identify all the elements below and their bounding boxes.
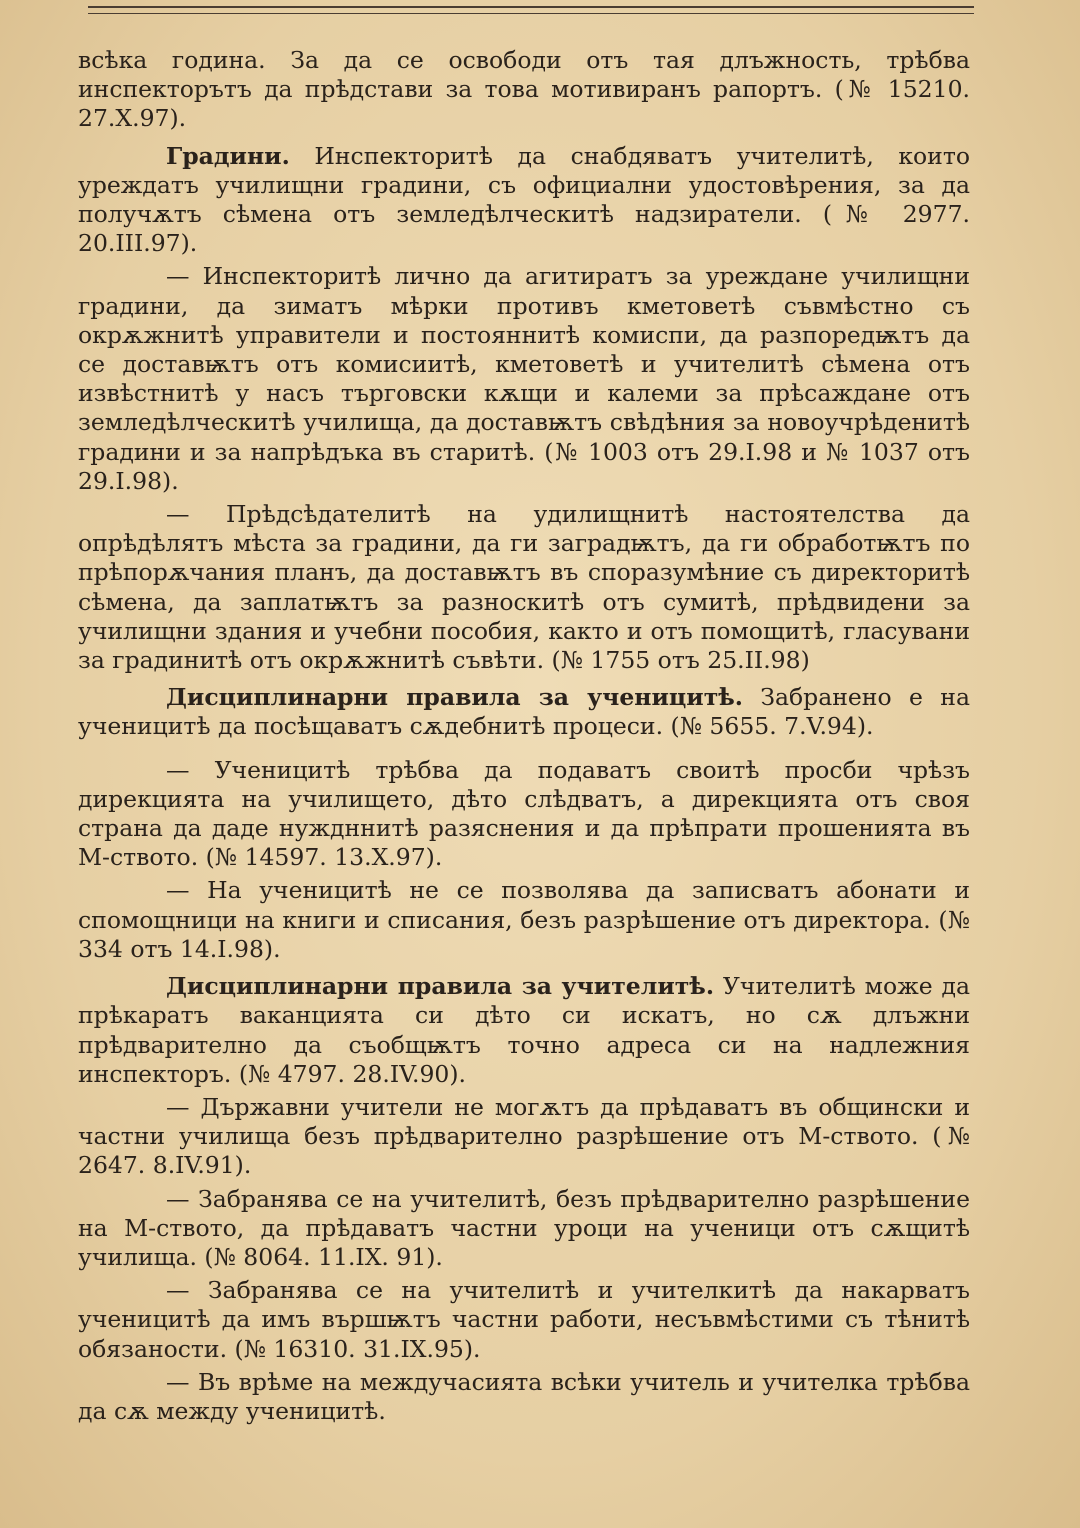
paragraph-text: — Въ врѣме на междучасията всѣки учитель и учителка трѣбва да сѫ между ученицитѣ. (78, 1367, 970, 1425)
paragraph (78, 1093, 970, 1181)
paragraph (78, 500, 970, 675)
paragraph (78, 756, 970, 873)
paragraph (78, 1185, 970, 1273)
paragraph (78, 1276, 970, 1364)
paragraph (78, 262, 970, 496)
page-text (78, 46, 970, 1430)
section-paragraph (78, 142, 970, 259)
paragraph (78, 1368, 970, 1426)
paragraph-text: всѣка година. За да се освободи отъ тая длъжность, трѣбва инспекторътъ да прѣдстави за това мотивиранъ рапортъ. (№ 15210. 27.X.97). (78, 46, 970, 133)
paragraph-text: — Забранява се на учителитѣ, безъ прѣдварително разрѣшение на М-ството, да прѣдаватъ частни уроци на ученици отъ сѫщитѣ училища. (№ 8064. 11.IX. 91). (78, 1184, 970, 1271)
section-heading: Дисциплинарни правила за ученицитѣ. (166, 683, 743, 712)
paragraph (78, 46, 970, 134)
paragraph-text: Инспекторитѣ да снабдяватъ учителитѣ, които уреждатъ училищни градини, съ официални удостовѣрения, за да получѫтъ сѣмена отъ земледѣлческитѣ надзиратели. (№ 2977. 20.III.97). (78, 141, 970, 258)
paragraph-text: Забранено е на ученицитѣ да посѣщаватъ сѫдебнитѣ процеси. (№ 5655. 7.V.94). (78, 683, 970, 741)
paragraph-text: — Ученицитѣ трѣбва да подаватъ своитѣ просби чрѣзъ дирекцията на училището, дѣто слѣдватъ, а дирекцията отъ своя страна да даде нуждннитѣ разяснения и да прѣпрати прошенията въ М-ството. (№ 14597. 13.X.97). (78, 755, 970, 872)
section-paragraph (78, 972, 970, 1089)
section-paragraph (78, 683, 970, 741)
top-rule (88, 6, 974, 8)
section-heading: Дисциплинарни правила за учителитѣ. (166, 972, 715, 1001)
top-rule-thin (88, 13, 974, 14)
paragraph-text: — Прѣдсѣдателитѣ на удилищнитѣ настоятелства да опрѣдѣлятъ мѣста за градини, да ги заградѭтъ, да ги обработѭтъ по прѣпорѫчания планъ, да доставѭтъ въ споразумѣние съ директоритѣ сѣмена, да заплатѭтъ за разноскитѣ отъ сумитѣ, прѣдвидени за училищни здания и учебни пособия, както и отъ помощитѣ, гласувани за градинитѣ отъ окрѫжнитѣ съвѣти. (№ 1755 отъ 25.II.98) (78, 500, 970, 675)
paragraph-text: — Държавни учители не могѫтъ да прѣдаватъ въ общински и частни училища безъ прѣдварително разрѣшение отъ М-ството. (№ 2647. 8.IV.91). (78, 1092, 970, 1180)
paragraph-text: — На ученицитѣ не се позволява да записватъ абонати и спомощници на книги и списания, безъ разрѣшение отъ директора. (№ 334 отъ 14.I.98). (78, 876, 970, 963)
paragraph (78, 876, 970, 964)
section-heading: Градини. (166, 141, 290, 170)
paragraph-text: — Инспекторитѣ лично да агитиратъ за уреждане училищни градини, да зиматъ мѣрки противъ кметоветѣ съвмѣстно съ окрѫжнитѣ управители и постояннитѣ комиспи, да разпоредѭтъ да се доставѭтъ отъ комисиитѣ, кметоветѣ и учителитѣ сѣмена отъ извѣстнитѣ у насъ търговски кѫщи и калеми за прѣсаждане отъ земледѣлческитѣ училища, да доставѭтъ свѣдѣния за новоучрѣденитѣ градини и за напрѣдъка въ старитѣ. (№ 1003 отъ 29.I.98 и № 1037 отъ 29.I.98). (78, 262, 970, 495)
paragraph-text: — Забранява се на учителитѣ и учителкитѣ да накарватъ ученицитѣ да имъ вършѭтъ частни работи, несъвмѣстими съ тѣнитѣ обязаности. (№ 16310. 31.IX.95). (78, 1276, 970, 1363)
paragraph-text: Учителитѣ може да прѣкаратъ ваканцията си дѣто си искатъ, но сѫ длъжни прѣдварително да съобщѭтъ точно адреса си на надлежния инспекторъ. (№ 4797. 28.IV.90). (78, 972, 970, 1088)
